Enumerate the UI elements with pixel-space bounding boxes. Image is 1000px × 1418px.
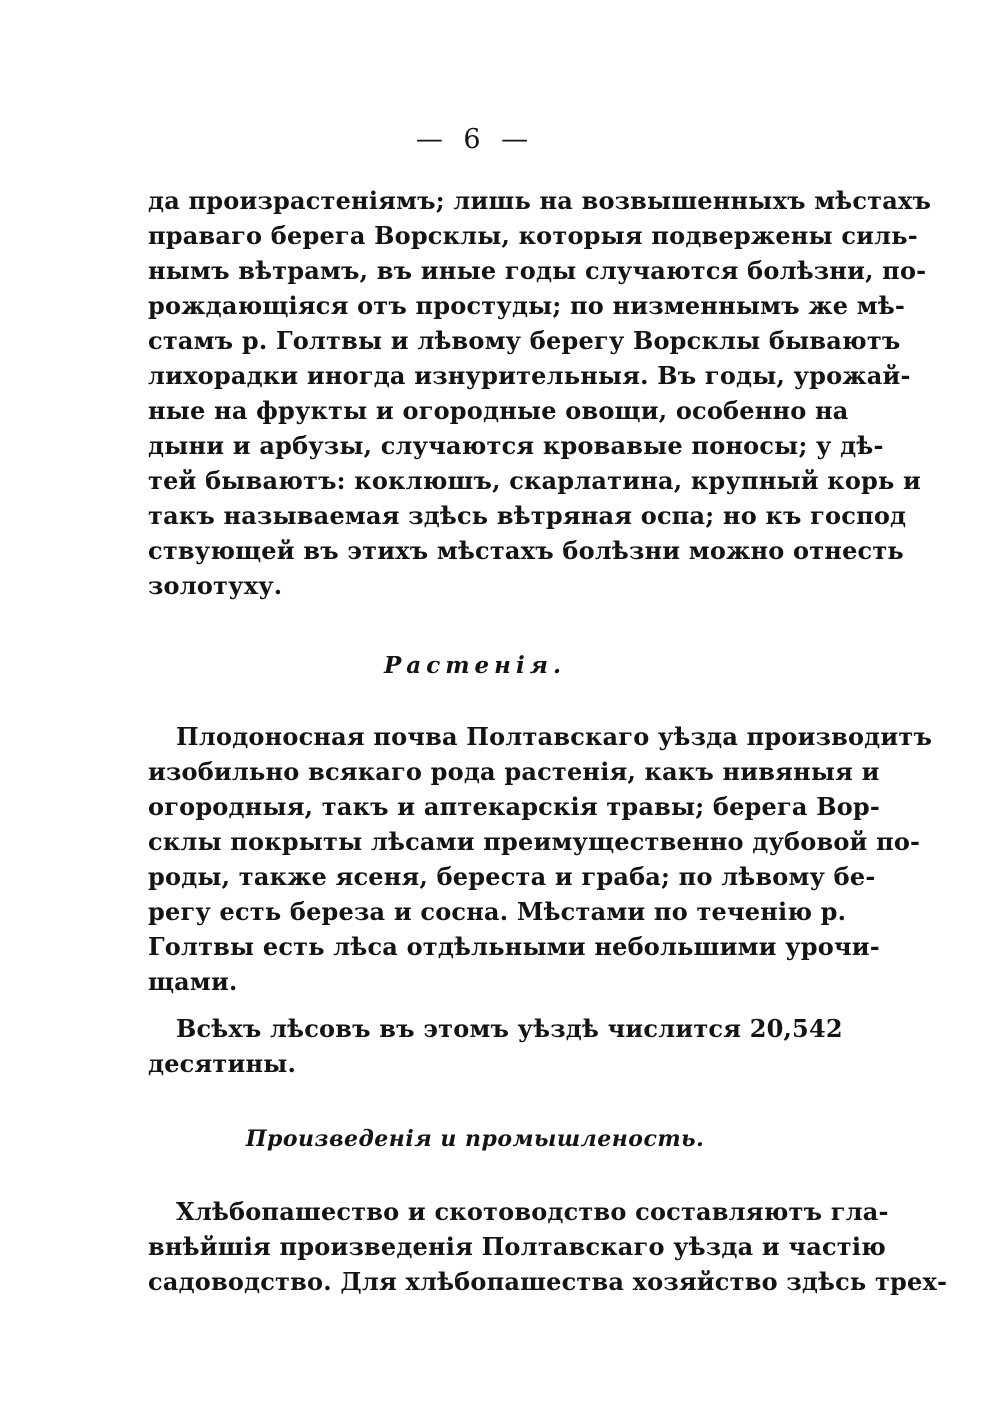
paragraph-illnesses: [148, 183, 932, 603]
text-line: щами.: [148, 967, 238, 996]
paragraph-forests: [148, 1011, 843, 1081]
text-line: такъ называемая здѣсь вѣтряная оспа; но къ господ: [148, 501, 907, 530]
text-line: изобильно всякаго рода растенія, какъ нивяныя и: [148, 757, 880, 786]
page-number: — 6 —: [415, 124, 535, 155]
text-line: ные на фрукты и огородные овощи, особенно на: [148, 396, 849, 425]
text-line: праваго берега Ворсклы, которыя подвержены силь-: [148, 221, 918, 250]
text-line: Голтвы есть лѣса отдѣльными небольшими урочи-: [148, 932, 880, 961]
text-line: Плодоносная почва Полтавскаго уѣзда производитъ: [176, 722, 933, 751]
text-line: ствующей въ этихъ мѣстахъ болѣзни можно отнесть: [148, 536, 904, 565]
text-line: регу есть береза и сосна. Мѣстами по теченію р.: [148, 897, 847, 926]
text-line: садоводство. Для хлѣбопашества хозяйство здѣсь трех-: [148, 1267, 948, 1296]
section-heading-production: Произведенія и промышленость.: [245, 1126, 705, 1152]
text-line: золотуху.: [148, 571, 283, 600]
text-line: дыни и арбузы, случаются кровавые поносы; у дѣ-: [148, 431, 884, 460]
text-line: да произрастеніямъ; лишь на возвышенныхъ мѣстахъ: [148, 186, 932, 215]
text-line: склы покрыты лѣсами преимущественно дубовой по-: [148, 827, 921, 856]
text-line: десятины.: [148, 1049, 297, 1078]
text-line: лихорадки иногда изнурительныя. Въ годы, урожай-: [148, 361, 911, 390]
text-line: рождающіяся отъ простуды; по низменнымъ же мѣ-: [148, 291, 906, 320]
text-line: внѣйшія произведенія Полтавскаго уѣзда и частію: [148, 1232, 886, 1261]
text-line: огородныя, такъ и аптекарскія травы; берега Вор-: [148, 792, 881, 821]
paragraph-agriculture: [148, 1194, 948, 1299]
text-line: нымъ вѣтрамъ, въ иные годы случаются болѣзни, по-: [148, 256, 927, 285]
text-line: стамъ р. Голтвы и лѣвому берегу Ворсклы бываютъ: [148, 326, 901, 355]
text-line: роды, также ясеня, береста и граба; по лѣвому бе-: [148, 862, 876, 891]
text-line: Хлѣбопашество и скотоводство составляютъ гла-: [176, 1197, 889, 1226]
paragraph-plants: [148, 719, 933, 999]
text-line: тей бываютъ: коклюшъ, скарлатина, крупный корь и: [148, 466, 922, 495]
section-heading-plants: Растенія.: [384, 652, 566, 679]
text-line: Всѣхъ лѣсовъ въ этомъ уѣздѣ числится 20,542: [176, 1014, 843, 1043]
